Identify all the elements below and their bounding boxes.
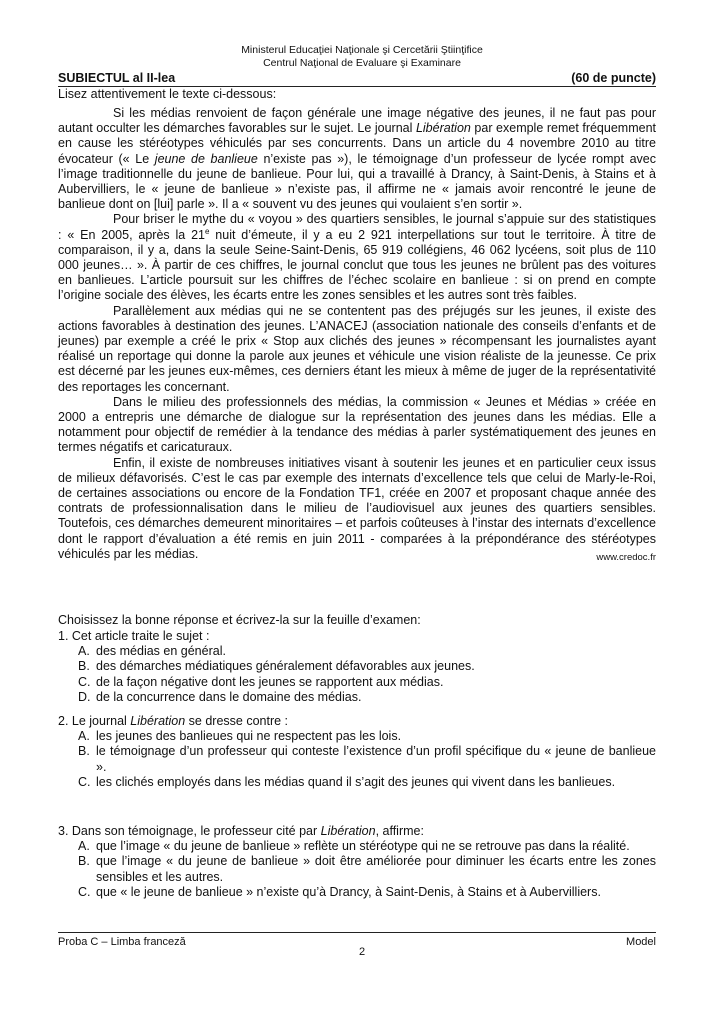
paragraph-4: Dans le milieu des professionnels des médias, la commission « Jeunes et Médias » créée en 2000 a entrepris une démarche de dialogue sur la représentation des jeunes dans les médias. Elle a notamment pour objectif de remédier à la tendance des médias à parler systématiquement des jeunes en termes négatifs et caricaturaux.	[58, 394, 656, 455]
paragraph-3: Parallèlement aux médias qui ne se contentent pas des préjugés sur les jeunes, il existe des actions favorables à destination des jeunes. L’ANACEJ (association nationale des conseils d’enfants et de jeunes) par exemple a créé le prix « Stop aux clichés des jeunes » récompensant les journalistes ayant réalisé un reportage qui donne la parole aux jeunes et véhicule une vision réaliste de la jeunesse. Ce prix est décerné par les jeunes eux-mêmes, ces derniers étant les mieux à même de juger de la représentativité des reportages les concernant.	[58, 303, 656, 394]
subject-heading	[58, 71, 656, 87]
option-c: C. que « le jeune de banlieue » n’existe qu’à Drancy, à Saint-Denis, à Stains et à Aubervilliers.	[78, 884, 601, 899]
option-a: A. que l’image « du jeune de banlieue » reflète un stéréotype qui ne se retrouve pas dans la réalité.	[78, 839, 630, 854]
option-c: C. de la façon négative dont les jeunes se rapportent aux médias.	[78, 674, 444, 689]
header-center: Centrul Naţional de Evaluare şi Examinare	[263, 57, 461, 69]
footer-model: Model	[626, 936, 656, 948]
option-b: B. des démarches médiatiques généralement défavorables aux jeunes.	[78, 659, 475, 674]
option-b: B. le témoignage d’un professeur qui conteste l’existence d’un profil spécifique du « jeune de banlieue ».	[78, 744, 656, 774]
paragraph-2: Pour briser le mythe du « voyou » des quartiers sensibles, le journal s’appuie sur des statistiques : « En 2005, après la 21e nuit d’émeute, il y a eu 2 921 interpellations sur tout le territoire. À titre de comparaison, il y a, dans la seule Seine-Saint-Denis, 65 919 collégiens, 46 062 lycéens, soit plus de 110 000 jeunes… ». À partir de ces chiffres, le journal conclut que tous les jeunes ne brûlent pas des voitures en banlieues. L’article poursuit sur les chiffres de l’échec scolaire en banlieue : si on prend en compte l’origine sociale des élèves, les écarts entre les zones sensibles et les autres sont très faibles.	[58, 212, 656, 303]
option-c: C. les clichés employés dans les médias quand il s’agit des jeunes qui vivent dans les banlieues.	[78, 774, 616, 789]
footer-exam-name: Proba C – Limba franceză	[58, 936, 186, 948]
question-2	[58, 714, 656, 790]
option-d: D. de la concurrence dans le domaine des médias.	[78, 689, 362, 704]
paragraph-5: Enfin, il existe de nombreuses initiatives visant à soutenir les jeunes et en particulier ceux issus de milieux défavorisés. C’est le cas par exemple des internats d’excellence tels que celui de Marly-le-Roi, de certaines associations ou encore de la Fondation TF1, créée en 2007 et proposant chaque année des contrats de professionnalisation dans le milieu de l’audiovisuel aux jeunes des quartiers sensibles. Toutefois, ces démarches demeurent minoritaires – et parfois coûteuses à l’instar des internats d’excellence dont le rapport d’évaluation a été remis en juin 2011 - comparées à la prépondérance des stéréotypes véhiculés par les médias. www.credoc.fr	[58, 456, 656, 562]
question-1	[58, 629, 656, 705]
header-ministry: Ministerul Educaţiei Naţionale şi Cercetării Ştiinţifice	[241, 44, 483, 56]
page-number: 2	[358, 946, 366, 958]
question-stem: 2. Le journal Libération se dresse contre :	[58, 714, 289, 728]
question-stem: 1. Cet article traite le sujet :	[58, 629, 210, 643]
question-3	[58, 824, 656, 900]
subject-points: (60 de puncte)	[571, 71, 656, 85]
subject-title: SUBIECTUL al II-lea	[58, 71, 176, 85]
paragraph-1: Si les médias renvoient de façon générale une image négative des jeunes, il ne faut pas pour autant occulter les démarches favorables sur le sujet. Le journal Libération par exemple remet fréquemment en cause les stéréotypes véhiculés par ses concurrents. Dans un article du 4 novembre 2010 au titre évocateur (« Le jeune de banlieue n’existe pas »), le témoignage d’un professeur de lycée rompt avec l’image traditionnelle du jeune de banlieue. Pour lui, qui a travaillé à Drancy, à Saint-Denis, à Stains et à Aubervilliers, le « jeune de banlieue » n’existe pas, il affirme ne « jamais avoir rencontré le jeune de banlieue dont on [lui] parle ». Il a « souvent vu des jeunes qui voulaient s’en sortir ».	[58, 106, 656, 212]
option-a: A. les jeunes des banlieues qui ne respectent pas les lois.	[78, 729, 402, 744]
option-b: B. que l’image « du jeune de banlieue » doit être améliorée pour diminuer les écarts entre les zones sensibles et les autres.	[78, 854, 656, 884]
option-a: A. des médias en général.	[78, 644, 226, 659]
reading-instruction: Lisez attentivement le texte ci-dessous:	[58, 87, 277, 101]
reading-text	[58, 106, 656, 565]
source-link: www.credoc.fr	[596, 551, 656, 563]
question-stem: 3. Dans son témoignage, le professeur cité par Libération, affirme:	[58, 824, 424, 838]
question-instruction: Choisissez la bonne réponse et écrivez-la sur la feuille d’examen:	[58, 613, 421, 627]
